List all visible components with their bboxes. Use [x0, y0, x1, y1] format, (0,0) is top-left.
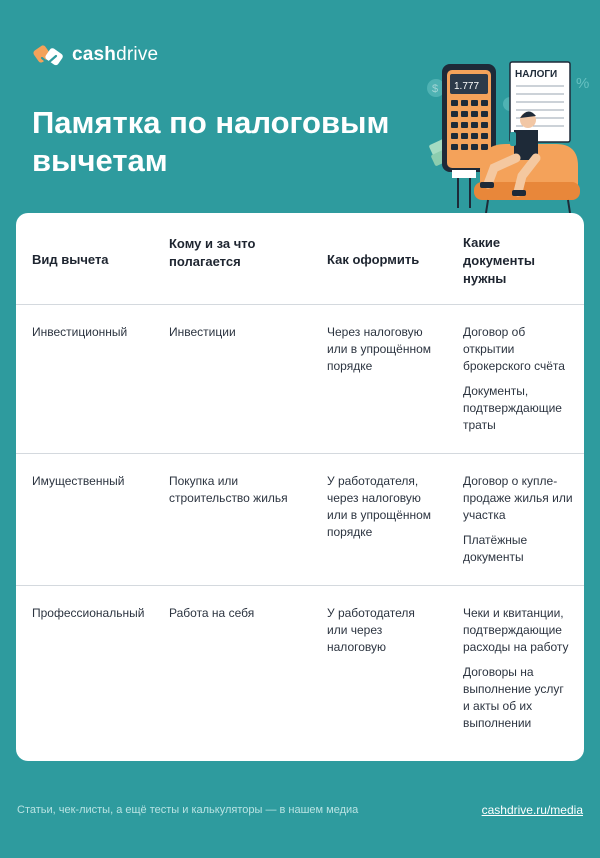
row-divider [16, 585, 584, 586]
cell-who: Работа на себя [169, 606, 255, 620]
cell-documents [463, 473, 575, 574]
document-item: Договор о купле-продаже жилья или участка [463, 474, 573, 522]
tax-sheet-label: НАЛОГИ [515, 69, 558, 80]
cell-deduction-type: Имущественный [32, 474, 125, 488]
handshake-logo-icon [32, 38, 66, 72]
cell-documents [463, 324, 575, 442]
brand-logo[interactable] [32, 38, 158, 72]
calculator-display: 1.777 [454, 81, 480, 92]
document-item: Договор об открытии брокерского счёта [463, 325, 565, 373]
document-item: Договоры на выполнение услуг и акты об их выполнении [463, 665, 564, 730]
column-header-who: Кому и за что полагается [169, 236, 256, 269]
footer-promo-text: Статьи, чек-листы, а ещё тесты и калькуляторы — в нашем медиа [17, 804, 359, 816]
cell-deduction-type: Инвестиционный [32, 325, 128, 339]
brand-name: cashdrive [72, 44, 159, 65]
row-divider [16, 304, 584, 305]
document-item: Чеки и квитанции, подтверждающие расходы на работу [463, 606, 569, 654]
document-item: Документы, подтверждающие траты [463, 384, 562, 432]
column-header-docs: Какие документы нужны [463, 235, 535, 286]
deductions-table [16, 213, 584, 761]
svg-text:%: % [576, 75, 590, 92]
column-header-type: Вид вычета [32, 252, 109, 267]
page-title: Памятка по налоговым вычетам [32, 105, 390, 178]
document-item: Платёжные документы [463, 533, 528, 564]
cell-documents [463, 605, 573, 740]
column-header-how: Как оформить [327, 252, 420, 267]
row-divider [16, 453, 584, 454]
cell-how: У работодателя или через налоговую [327, 606, 415, 654]
footer-media-link[interactable]: cashdrive.ru/media [481, 803, 583, 817]
cell-how: У работодателя, через налоговую или в упрощённом порядке [327, 474, 432, 539]
svg-text:$: $ [432, 83, 439, 95]
cell-who: Покупка или строительство жилья [169, 474, 288, 505]
tax-illustration [418, 58, 600, 216]
cell-deduction-type: Профессиональный [32, 606, 145, 620]
cell-who: Инвестиции [169, 325, 236, 339]
cell-how: Через налоговую или в упрощённом порядке [327, 325, 432, 373]
